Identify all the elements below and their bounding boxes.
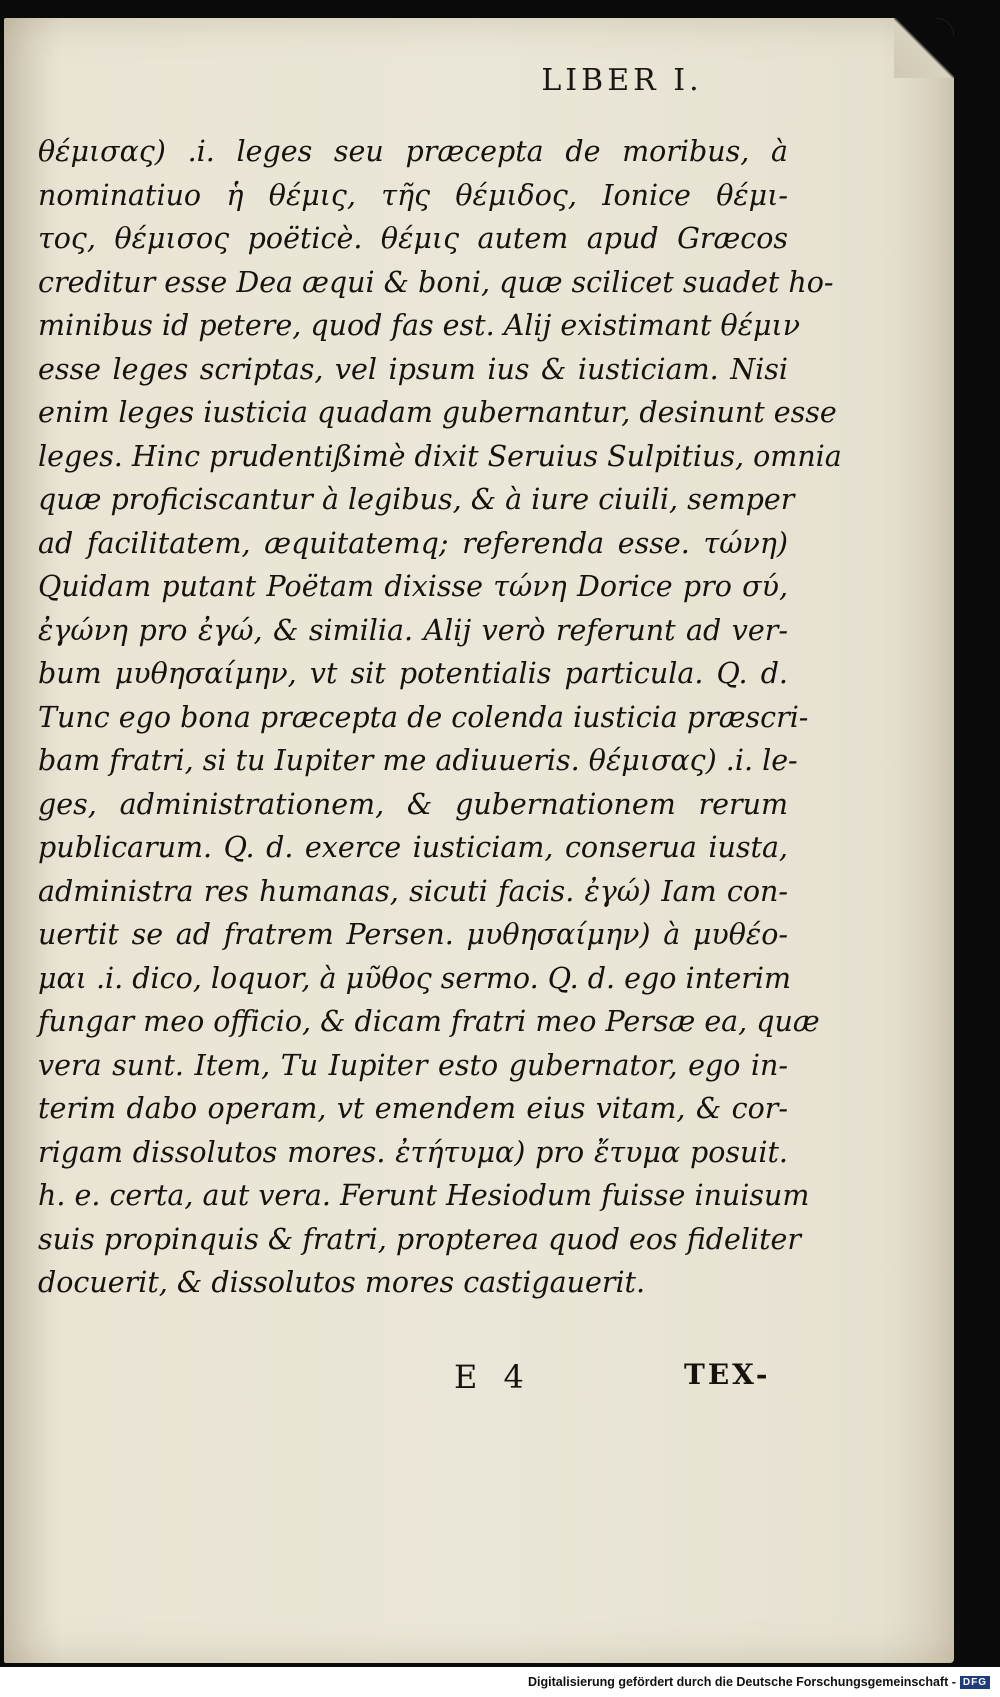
text-line: Tunc ego bona præcepta de colenda iusticia præscri- bbox=[38, 700, 809, 734]
text-line: ἐγώνη pro ἐγώ, & similia. Alij verò referunt ad ver- bbox=[38, 613, 788, 647]
text-line: h. e. certa, aut vera. Ferunt Hesiodum fuisse inuisum bbox=[38, 1179, 810, 1212]
text-line: enim leges iusticia quadam gubernantur, desinunt esse bbox=[38, 396, 837, 429]
text-line: uertit se ad fratrem Persen. μυθησαίμην) à μυθέο- bbox=[38, 918, 788, 951]
credit-text: Digitalisierung gefördert durch die Deutsche Forschungsgemeinschaft - bbox=[528, 1675, 956, 1689]
text-line: leges. Hinc prudentißimè dixit Seruius Sulpitius, omnia bbox=[38, 439, 842, 473]
digitization-credit bbox=[0, 1667, 1000, 1697]
dfg-logo: DFG bbox=[960, 1676, 990, 1689]
text-line: τος, θέμισος poëticè. θέμις autem apud Græcos bbox=[38, 222, 788, 255]
catchword: TEX- bbox=[684, 1358, 771, 1391]
text-line: esse leges scriptas, vel ipsum ius & iusticiam. Nisi bbox=[38, 352, 788, 386]
text-line: vera sunt. Item, Tu Iupiter esto gubernator, ego in- bbox=[38, 1048, 788, 1082]
text-line: θέμισας) .i. leges seu præcepta de moribus, à bbox=[38, 135, 788, 168]
text-line: bam fratri, si tu Iupiter me adiuueris. θέμισας) .i. le- bbox=[38, 744, 798, 777]
text-line: administra res humanas, sicuti facis. ἐγώ) Iam con- bbox=[38, 874, 788, 908]
commentary-text bbox=[38, 130, 842, 1305]
running-header bbox=[4, 63, 954, 98]
text-line: μαι .i. dico, loquor, à μῦθος sermo. Q. d. ego interim bbox=[38, 961, 791, 995]
text-line: nominatiuo ἡ θέμις, τῆς θέμιδος, Ionice θέμι- bbox=[38, 178, 788, 212]
text-line: ad facilitatem, æquitatemq; referenda esse. τώνη) bbox=[38, 526, 788, 560]
text-line: rigam dissolutos mores. ἐτήτυμα) pro ἔτυμα posuit. bbox=[38, 1135, 788, 1169]
text-line: publicarum. Q. d. exerce iusticiam, conserua iusta, bbox=[38, 831, 788, 864]
text-line: terim dabo operam, vt emendem eius vitam, & cor- bbox=[38, 1092, 788, 1125]
text-line: docuerit, & dissolutos mores castigauerit. bbox=[38, 1266, 646, 1299]
text-line: creditur esse Dea æqui & boni, quæ scilicet suadet ho- bbox=[38, 265, 834, 299]
text-line: Quidam putant Poëtam dixisse τώνη Dorice pro σύ, bbox=[38, 570, 788, 603]
text-line: quæ proficiscantur à legibus, & à iure ciuili, semper bbox=[38, 483, 795, 516]
running-title: LIBER I. bbox=[541, 63, 703, 98]
text-line: bum μυθησαίμην, vt sit potentialis particula. Q. d. bbox=[38, 657, 788, 690]
book-page bbox=[4, 18, 954, 1663]
text-line: suis propinquis & fratri, propterea quod eos fideliter bbox=[38, 1222, 802, 1256]
text-line: ges, administrationem, & gubernationem rerum bbox=[38, 787, 788, 821]
text-line: fungar meo officio, & dicam fratri meo Persæ ea, quæ bbox=[38, 1005, 820, 1038]
signature-mark: E 4 bbox=[454, 1358, 532, 1396]
text-line: minibus id petere, quod fas est. Alij existimant θέμιν bbox=[38, 309, 801, 342]
